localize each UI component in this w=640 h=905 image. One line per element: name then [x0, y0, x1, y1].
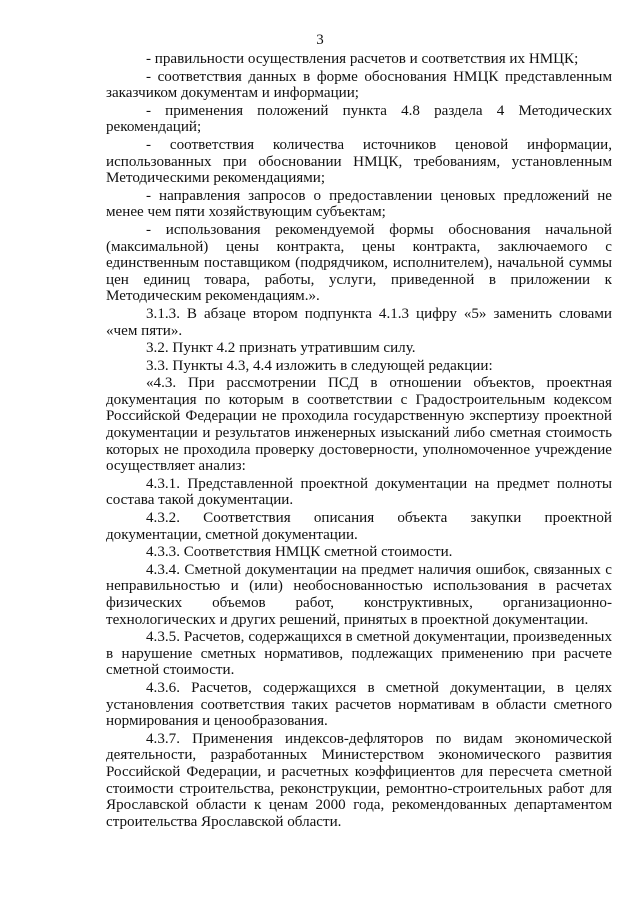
list-item-clause-4-8: - применения положений пункта 4.8 раздела 4 Методических рекомендаций;: [106, 102, 612, 136]
list-item-price-requests: - направления запросов о предоставлении ценовых предложений не менее чем пяти хозяйствующим субъектам;: [106, 187, 612, 221]
clause-4-3: «4.3. При рассмотрении ПСД в отношении объектов, проектная документация по которым в соответствии с Градостроительным кодексом Российской Федерации не проходила государственную экспертизу проектной документации и результатов инженерных изысканий либо сметная стоимость которых не проходила проверку достоверности, уполномоченное учреждение осуществляет анализ:: [106, 375, 612, 475]
clause-4-3-4: 4.3.4. Сметной документации на предмет наличия ошибок, связанных с неправильностью и (или) необоснованностью использования в расчетах физических объемов работ, конструктивных, организационно-технологических и других решений, принятых в проектной документации.: [106, 561, 612, 628]
clause-4-3-6: 4.3.6. Расчетов, содержащихся в сметной документации, в целях установления соответствия таких расчетов нормативам в области сметного нормирования и ценообразования.: [106, 679, 612, 730]
clause-4-3-3: 4.3.3. Соответствия НМЦК сметной стоимости.: [146, 544, 453, 561]
clause-4-3-1: 4.3.1. Представленной проектной документации на предмет полноты состава такой документации.: [106, 475, 612, 509]
list-item-source-count: - соответствия количества источников ценовой информации, использованных при обосновании НМЦК, требованиям, установленным Методическими рекомендациями;: [106, 136, 612, 187]
clause-4-3-7: 4.3.7. Применения индексов-дефляторов по видам экономической деятельности, разработанных Министерством экономического развития Российской Федерации, и расчетных коэффициентов для пересчета сметной стоимости строительства, реконструкции, ремонтно-строительных работ для Ярославской области к ценам 2000 года, рекомендованных департаментом строительства Ярославской области.: [106, 730, 612, 830]
document-body: [106, 51, 612, 831]
list-item-recommended-form: - использования рекомендуемой формы обоснования начальной (максимальной) цены контракта, цены контракта, заключаемого с единственным поставщиком (подрядчиком, исполнителем), начальной суммы цен единиц товара, работы, услуги, приведенной в приложении к Методическим рекомендациям.».: [106, 221, 612, 305]
page-number: 3: [316, 32, 324, 48]
list-item-data-consistency: - соответствия данных в форме обоснования НМЦК представленным заказчиком документам и информации;: [106, 68, 612, 102]
clause-3-1-3: 3.1.3. В абзаце втором подпункта 4.1.3 цифру «5» заменить словами «чем пяти».: [106, 305, 612, 339]
clause-4-3-5: 4.3.5. Расчетов, содержащихся в сметной документации, произведенных в нарушение сметных нормативов, подлежащих применению при расчете сметной стоимости.: [106, 629, 612, 679]
clause-3-3: 3.3. Пункты 4.3, 4.4 изложить в следующей редакции:: [146, 357, 493, 374]
clause-3-2: 3.2. Пункт 4.2 признать утратившим силу.: [146, 340, 416, 357]
clause-4-3-2: 4.3.2. Соответствия описания объекта закупки проектной документации, сметной документации.: [106, 510, 612, 543]
list-item-calculations: - правильности осуществления расчетов и соответствия их НМЦК;: [146, 51, 579, 67]
